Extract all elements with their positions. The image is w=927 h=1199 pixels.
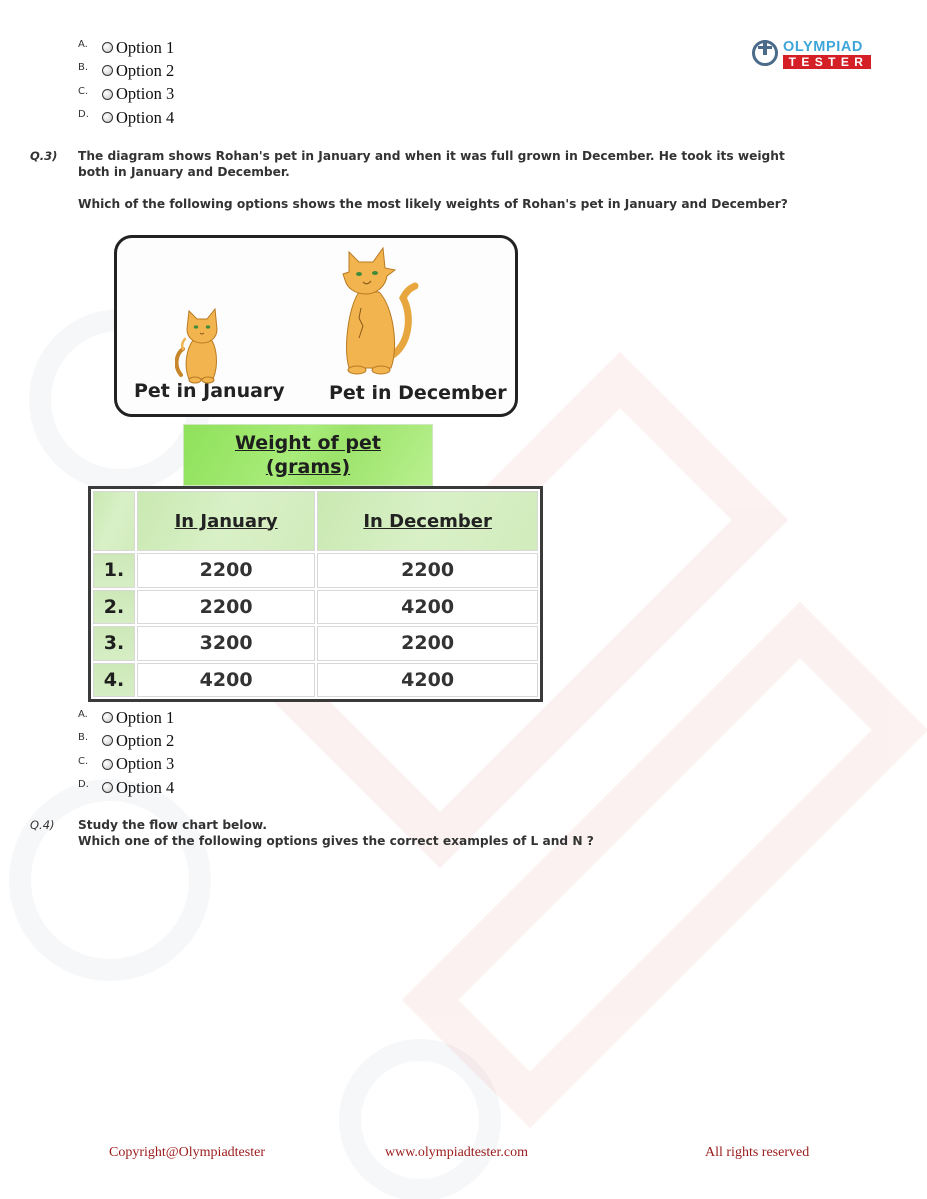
option-label: Option 3 — [116, 84, 175, 104]
option-letter: D. — [78, 779, 89, 791]
header-january: In January — [137, 491, 315, 551]
table-row — [93, 553, 538, 588]
footer-rights: All rights reserved — [705, 1145, 810, 1160]
question-text: The diagram shows Rohan's pet in January and when it was full grown in December. He took its weight both in January and December. — [78, 149, 785, 179]
weight-table — [88, 486, 543, 702]
option-letter: A. — [78, 709, 88, 721]
weight-title-line2: (grams) — [265, 456, 351, 478]
option-letter: C. — [78, 85, 89, 97]
table-row — [93, 626, 538, 661]
option-label: Option 1 — [116, 37, 175, 57]
option-label: Option 3 — [116, 754, 175, 774]
pet-diagram — [114, 235, 518, 417]
caption-december: Pet in December — [329, 382, 507, 404]
option-letter: A. — [78, 39, 88, 51]
question-text: Study the flow chart below. — [78, 818, 267, 832]
table-header-row — [93, 491, 538, 551]
row-index: 1. — [93, 553, 135, 588]
index-header — [93, 491, 135, 551]
option-label: Option 1 — [116, 707, 175, 727]
option-letter: C. — [78, 755, 89, 767]
table-row — [93, 663, 538, 698]
footer-website-link[interactable]: www.olympiadtester.com — [385, 1145, 528, 1160]
row-index: 2. — [93, 590, 135, 625]
weight-table-title — [183, 424, 433, 486]
december-weight: 2200 — [317, 626, 538, 661]
january-weight: 3200 — [137, 626, 315, 661]
option-label: Option 2 — [116, 730, 175, 750]
radio-icon[interactable] — [102, 42, 113, 53]
january-weight: 2200 — [137, 590, 315, 625]
row-index: 3. — [93, 626, 135, 661]
question-number: Q.4) — [30, 818, 55, 832]
december-weight: 4200 — [317, 590, 538, 625]
grown-cat-icon — [339, 246, 421, 376]
q3-options — [78, 706, 174, 799]
table-row — [93, 590, 538, 625]
option-b[interactable] — [78, 729, 174, 752]
radio-icon[interactable] — [102, 89, 113, 100]
option-label: Option 2 — [116, 60, 175, 80]
option-label: Option 4 — [116, 777, 175, 797]
option-letter: B. — [78, 732, 89, 744]
header-december: In December — [317, 491, 538, 551]
option-c[interactable] — [78, 83, 174, 106]
question-prompt: Which of the following options shows the most likely weights of Rohan's pet in January and December? — [78, 197, 788, 211]
radio-icon[interactable] — [102, 759, 113, 770]
row-index: 4. — [93, 663, 135, 698]
radio-icon[interactable] — [102, 112, 113, 123]
power-ring-icon — [752, 40, 778, 66]
option-letter: D. — [78, 109, 89, 121]
question-number: Q.3) — [30, 149, 58, 163]
january-weight: 2200 — [137, 553, 315, 588]
logo-bottom-text: TESTER — [783, 55, 871, 69]
olympiad-tester-logo — [752, 39, 874, 73]
previous-question-options — [78, 36, 174, 129]
caption-january: Pet in January — [134, 380, 285, 402]
weight-title-line1: Weight of pet — [234, 432, 381, 454]
radio-icon[interactable] — [102, 65, 113, 76]
logo-top-text: OLYMPIAD — [783, 39, 863, 55]
option-d[interactable] — [78, 106, 174, 129]
option-a[interactable] — [78, 706, 174, 729]
radio-icon[interactable] — [102, 735, 113, 746]
option-d[interactable] — [78, 776, 174, 799]
december-weight: 2200 — [317, 553, 538, 588]
option-letter: B. — [78, 62, 89, 74]
question-prompt: Which one of the following options gives the correct examples of L and N ? — [78, 834, 594, 848]
kitten-icon — [175, 305, 227, 385]
option-a[interactable] — [78, 36, 174, 59]
footer-copyright: Copyright@Olympiadtester — [109, 1145, 265, 1160]
option-c[interactable] — [78, 753, 174, 776]
option-b[interactable] — [78, 59, 174, 82]
december-weight: 4200 — [317, 663, 538, 698]
january-weight: 4200 — [137, 663, 315, 698]
option-label: Option 4 — [116, 107, 175, 127]
radio-icon[interactable] — [102, 712, 113, 723]
radio-icon[interactable] — [102, 782, 113, 793]
